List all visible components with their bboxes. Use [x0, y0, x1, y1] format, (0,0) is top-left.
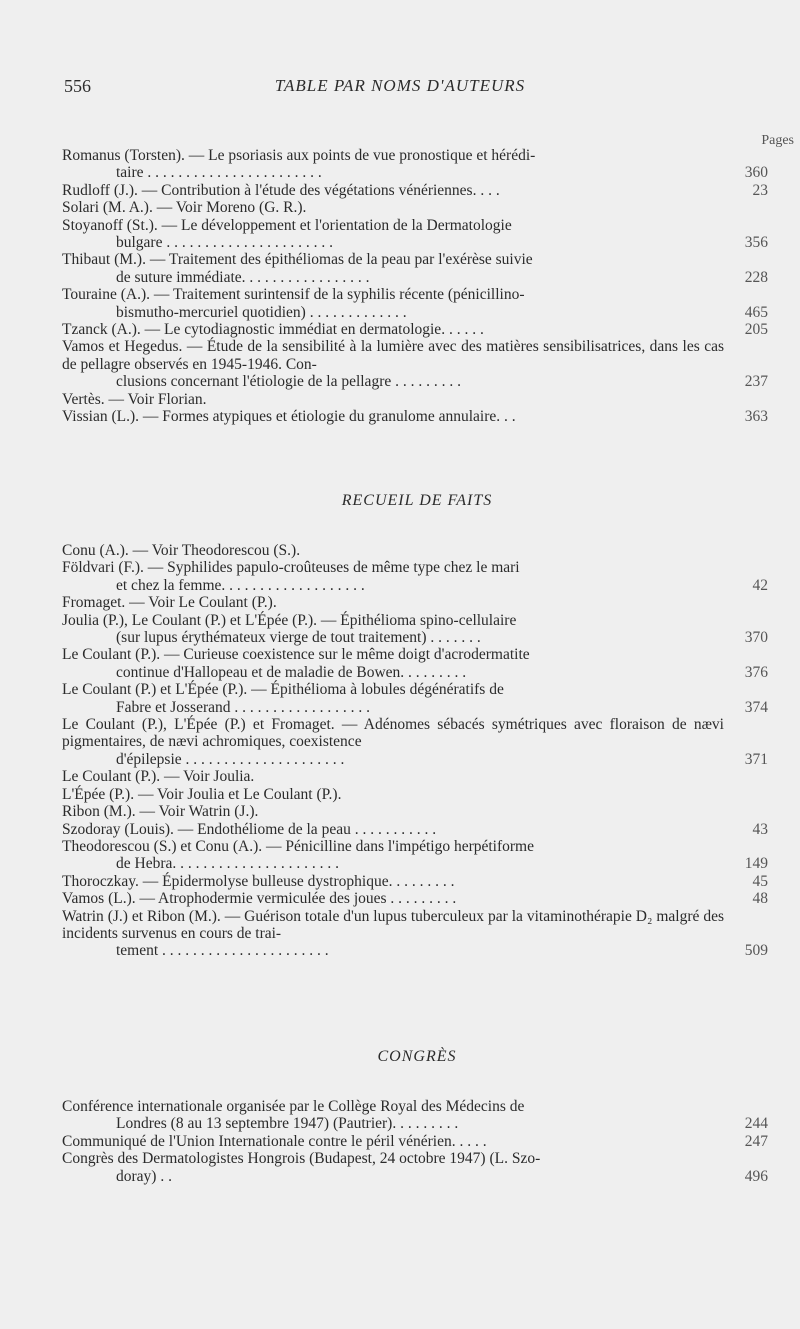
entry-page-number: 360 [744, 164, 768, 182]
entry-continuation: continue d'Hallopeau et de maladie de Bowen. . . . . . . . . [116, 663, 467, 681]
index-entry [62, 217, 772, 252]
entry-text: Thoroczkay. — Épidermolyse bulleuse dystrophique. . . . . . . . . [62, 872, 455, 890]
entry-page-number: 374 [744, 698, 768, 716]
running-title: TABLE PAR NOMS D'AUTEURS [274, 76, 526, 95]
entry-continuation: bulgare . . . . . . . . . . . . . . . . . . . . . . [116, 234, 333, 252]
entry-text: Touraine (A.). — Traitement surintensif de la syphilis récente (pénicillino- [62, 286, 525, 304]
entry-text: Rudloff (J.). — Contribution à l'étude des végétations vénériennes. . . . [62, 181, 500, 199]
entry-continuation: taire . . . . . . . . . . . . . . . . . . . . . . . [116, 164, 322, 182]
index-entry [62, 890, 772, 907]
entry-continuation: Londres (8 au 13 septembre 1947) (Pautrier). . . . . . . . . [116, 1115, 459, 1133]
entry-text: Földvari (F.). — Syphilides papulo-croûteuses de même type chez le mari [62, 559, 520, 577]
entry-text: Joulia (P.), Le Coulant (P.) et L'Épée (P.). — Épithélioma spino-cellulaire [62, 611, 517, 629]
index-entry [62, 908, 772, 960]
entry-continuation: bismutho-mercuriel quotidien) . . . . . . . . . . . . . [116, 303, 407, 321]
index-entry [62, 408, 772, 425]
index-entry [62, 1133, 772, 1150]
entry-text: Ribon (M.). — Voir Watrin (J.). [62, 803, 259, 821]
entry-page-number: 356 [744, 234, 768, 252]
entry-text: Le Coulant (P.). — Voir Joulia. [62, 768, 255, 786]
entry-text: Communiqué de l'Union Internationale contre le péril vénérien. . . . . [62, 1132, 487, 1150]
entry-continuation: tement . . . . . . . . . . . . . . . . . . . . . . [116, 942, 329, 960]
index-entry [62, 838, 772, 873]
entry-text: Stoyanoff (St.). — Le développement et l'orientation de la Dermatologie [62, 216, 512, 234]
entry-continuation: de suture immédiate. . . . . . . . . . . . . . . . . [116, 268, 370, 286]
entry-continuation: (sur lupus érythémateux vierge de tout traitement) . . . . . . . [116, 629, 481, 647]
entry-page-number: 496 [744, 1167, 768, 1185]
entry-text: Le Coulant (P.). — Curieuse coexistence sur le même doigt d'acrodermatite [62, 646, 530, 664]
entry-text: Theodorescou (S.) et Conu (A.). — Pénicilline dans l'impétigo herpétiforme [62, 837, 534, 855]
entry-page-number: 376 [744, 663, 768, 681]
entry-text: L'Épée (P.). — Voir Joulia et Le Coulant (P.). [62, 785, 342, 803]
entry-text: Romanus (Torsten). — Le psoriasis aux points de vue pronostique et hérédi- [62, 147, 536, 164]
entry-page-number: 149 [744, 855, 768, 873]
index-entry [62, 768, 772, 785]
index-entry [62, 716, 772, 768]
entry-text: Le Coulant (P.), L'Épée (P.) et Fromaget. — Adénomes sébacés symétriques avec floraison de nævi pigmentaires, de nævi achromiques, coexistence [62, 716, 724, 751]
index-entry [62, 559, 772, 594]
index-entry [62, 147, 772, 182]
entry-text: Tzanck (A.). — Le cytodiagnostic immédiat en dermatologie. . . . . . [62, 321, 484, 339]
entry-continuation: de Hebra. . . . . . . . . . . . . . . . . . . . . . [116, 855, 339, 873]
entry-text: Conférence internationale organisée par le Collège Royal des Médecins de [62, 1098, 525, 1115]
entry-page-number: 370 [744, 629, 768, 647]
entry-text: Solari (M. A.). — Voir Moreno (G. R.). [62, 199, 307, 217]
entry-page-number: 247 [744, 1132, 768, 1150]
index-entry [62, 1150, 772, 1185]
index-entry [62, 338, 772, 390]
index-entry [62, 646, 772, 681]
entry-page-number: 42 [752, 576, 768, 594]
index-entry [62, 1098, 772, 1133]
entry-text: Conu (A.). — Voir Theodorescou (S.). [62, 542, 301, 559]
index-entry [62, 286, 772, 321]
entry-text: Fromaget. — Voir Le Coulant (P.). [62, 594, 277, 612]
entry-continuation: d'épilepsie . . . . . . . . . . . . . . . . . . . . . [116, 750, 345, 768]
page-number: 556 [64, 76, 91, 96]
section-heading: CONGRÈS [377, 1048, 457, 1065]
entry-page-number: 363 [744, 408, 768, 426]
entry-list [62, 1098, 772, 1185]
running-head [62, 76, 738, 100]
entry-text: Vissian (L.). — Formes atypiques et étiologie du granulome annulaire. . . [62, 408, 516, 426]
entry-text: Le Coulant (P.) et L'Épée (P.). — Épithélioma à lobules dégénératifs de [62, 681, 504, 699]
index-entry [62, 251, 772, 286]
entry-continuation: et chez la femme. . . . . . . . . . . . . . . . . . . [116, 576, 365, 594]
entry-text: Vamos et Hegedus. — Étude de la sensibilité à la lumière avec des matières sensibilisatrices, dans les cas de pellagre observés en 1945-1946. Con- [62, 338, 724, 373]
entry-text: Vamos (L.). — Atrophodermie vermiculée des joues . . . . . . . . . [62, 890, 457, 908]
entry-page-number: 465 [744, 303, 768, 321]
index-entry [62, 821, 772, 838]
entry-text: Vertès. — Voir Florian. [62, 390, 207, 408]
index-entry [62, 681, 772, 716]
index-entry [62, 199, 772, 216]
index-entry [62, 542, 772, 559]
entry-page-number: 237 [744, 373, 768, 391]
entry-page-number: 509 [744, 942, 768, 960]
index-entry [62, 182, 772, 199]
entry-page-number: 244 [744, 1115, 768, 1133]
index-entry [62, 612, 772, 647]
entry-page-number: 228 [744, 268, 768, 286]
entry-text: Congrès des Dermatologistes Hongrois (Budapest, 24 octobre 1947) (L. Szo- [62, 1150, 541, 1168]
entry-continuation: Fabre et Josserand . . . . . . . . . . . . . . . . . . [116, 698, 370, 716]
entry-page-number: 371 [744, 750, 768, 768]
entry-text: Szodoray (Louis). — Endothéliome de la peau . . . . . . . . . . . [62, 820, 437, 838]
index-entry [62, 594, 772, 611]
section-heading: RECUEIL DE FAITS [341, 492, 493, 509]
index-entry [62, 786, 772, 803]
entry-continuation: clusions concernant l'étiologie de la pellagre . . . . . . . . . [116, 373, 461, 391]
entry-page-number: 23 [752, 181, 768, 199]
entry-list [62, 147, 772, 426]
entry-page-number: 48 [752, 890, 768, 908]
entry-list [62, 542, 772, 960]
pages-column-label: Pages [761, 133, 794, 148]
index-entry [62, 321, 772, 338]
entry-text: Watrin (J.) et Ribon (M.). — Guérison totale d'un lupus tuberculeux par la vitaminothérapie D₂ malgré des incidents survenus en cours de trai- [62, 907, 724, 942]
index-entry [62, 803, 772, 820]
entry-text: Thibaut (M.). — Traitement des épithéliomas de la peau par l'exérèse suivie [62, 251, 533, 269]
entry-page-number: 205 [744, 321, 768, 339]
index-entry [62, 391, 772, 408]
entry-page-number: 45 [752, 872, 768, 890]
entry-continuation: doray) . . [116, 1167, 172, 1185]
index-entry [62, 873, 772, 890]
entry-page-number: 43 [752, 820, 768, 838]
